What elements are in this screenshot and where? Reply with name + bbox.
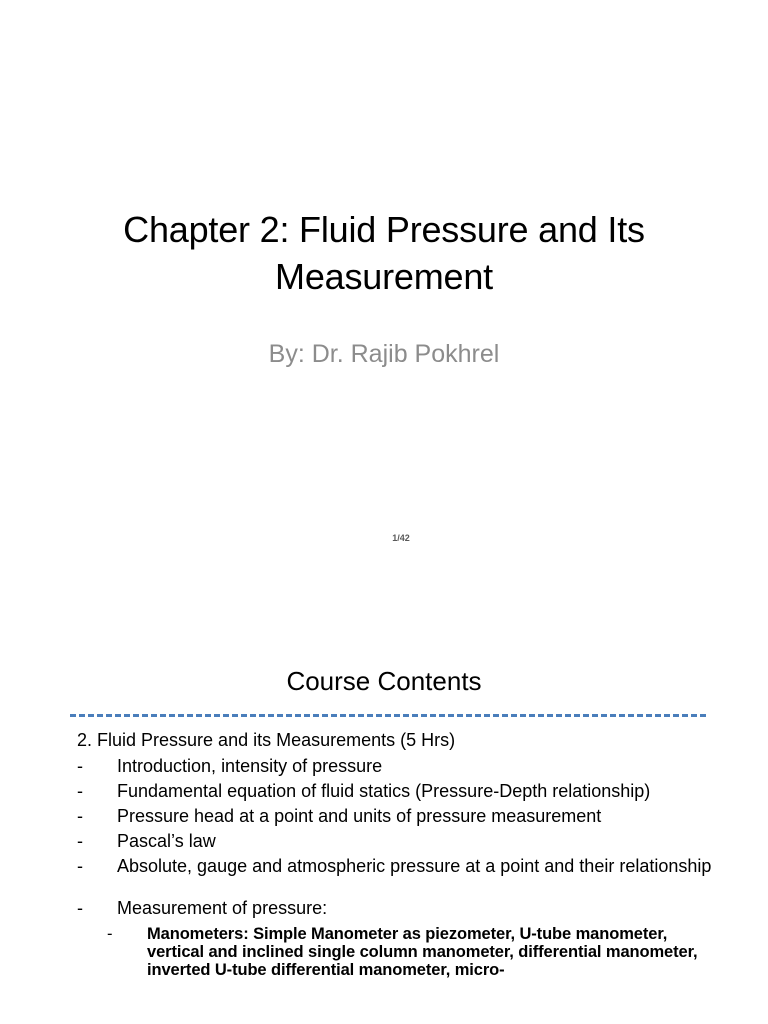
list-item bbox=[77, 756, 717, 777]
bullet-dash: - bbox=[77, 898, 83, 918]
page-number: 1/42 bbox=[392, 533, 410, 543]
section-heading: 2. Fluid Pressure and its Measurements (5 Hrs) bbox=[77, 730, 456, 750]
list-item bbox=[77, 898, 717, 919]
course-contents-list bbox=[77, 730, 717, 979]
list-item bbox=[77, 856, 717, 877]
list-item-text: Absolute, gauge and atmospheric pressure at a point and their relationship bbox=[117, 856, 712, 876]
slide-subtitle: By: Dr. Rajib Pokhrel bbox=[268, 340, 500, 368]
slide-2 bbox=[0, 640, 768, 1024]
bullet-dash: - bbox=[77, 831, 83, 851]
sub-list-item-text: Manometers: Simple Manometer as piezometer, U-tube manometer, vertical and inclined single column manometer, differential manometer, inverted U-tube differential manometer, micro- bbox=[147, 925, 698, 979]
dashed-divider bbox=[70, 714, 706, 717]
list-item-text: Pascal’s law bbox=[117, 831, 216, 851]
sub-list-item bbox=[107, 925, 717, 979]
bullet-dash: - bbox=[77, 806, 83, 826]
bullet-dash: - bbox=[107, 925, 113, 943]
list-item-text: Measurement of pressure: bbox=[117, 898, 328, 918]
slide-title: Chapter 2: Fluid Pressure and Its Measurement bbox=[123, 209, 645, 297]
list-item-text: Introduction, intensity of pressure bbox=[117, 756, 383, 776]
bullet-dash: - bbox=[77, 856, 83, 876]
list-item-text: Fundamental equation of fluid statics (Pressure-Depth relationship) bbox=[117, 781, 651, 801]
list-item-text: Pressure head at a point and units of pressure measurement bbox=[117, 806, 602, 826]
bullet-dash: - bbox=[77, 781, 83, 801]
course-contents-title: Course Contents bbox=[286, 666, 482, 696]
list-item bbox=[77, 781, 717, 802]
list-item bbox=[77, 806, 717, 827]
list-item bbox=[77, 831, 717, 852]
bullet-dash: - bbox=[77, 756, 83, 776]
